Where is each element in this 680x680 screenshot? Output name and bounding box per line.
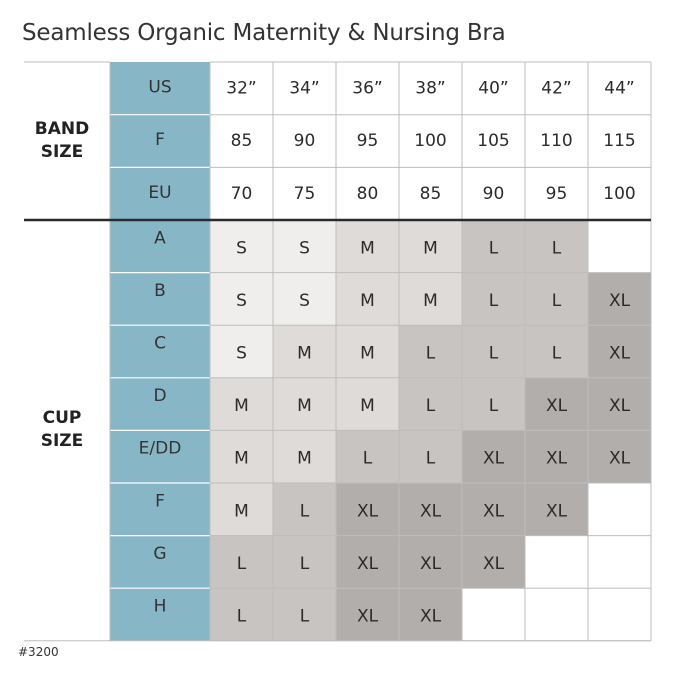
cup-cell-value: S bbox=[236, 290, 247, 311]
cup-cell-value: XL bbox=[482, 448, 505, 469]
cup-cell-value: XL bbox=[419, 553, 442, 574]
cup-cell-value: L bbox=[425, 396, 436, 417]
cup-cell-value: M bbox=[360, 343, 375, 364]
band-cell-value: 34” bbox=[289, 78, 320, 99]
band-cell-value: 70 bbox=[230, 183, 253, 204]
cup-cell-value: L bbox=[236, 553, 247, 574]
cup-row-label: B bbox=[154, 280, 166, 301]
band-cell-value: 90 bbox=[293, 131, 316, 152]
band-cell-value: 36” bbox=[352, 78, 383, 99]
cup-cell-value: XL bbox=[608, 448, 631, 469]
band-cell-value: 42” bbox=[541, 78, 572, 99]
cup-cell-value: S bbox=[299, 290, 310, 311]
cup-row-label: G bbox=[153, 543, 167, 564]
cup-cell-value: S bbox=[236, 238, 247, 259]
band-cell-value: 105 bbox=[477, 131, 510, 152]
cup-cell-value: XL bbox=[608, 396, 631, 417]
cup-cell bbox=[588, 536, 651, 589]
cup-cell-value: M bbox=[360, 396, 375, 417]
band-cell-value: 95 bbox=[356, 131, 379, 152]
band-cell-value: 80 bbox=[356, 183, 379, 204]
band-cell-value: 100 bbox=[603, 183, 636, 204]
cup-cell bbox=[588, 220, 651, 273]
cup-size-label-line1: CUP bbox=[42, 408, 82, 428]
cup-cell-value: M bbox=[360, 238, 375, 259]
cup-cell-value: XL bbox=[608, 343, 631, 364]
band-cell-value: 115 bbox=[603, 131, 636, 152]
cup-cell-value: S bbox=[299, 238, 310, 259]
cup-cell-value: XL bbox=[356, 553, 379, 574]
cup-cell-value: L bbox=[299, 606, 310, 627]
band-cell-value: 110 bbox=[540, 131, 573, 152]
cup-cell-value: XL bbox=[419, 501, 442, 522]
cup-cell-value: M bbox=[234, 396, 249, 417]
band-size-label-line1: BAND bbox=[34, 119, 90, 139]
band-row-label: EU bbox=[148, 182, 172, 203]
cup-cell-value: L bbox=[488, 343, 499, 364]
cup-cell-value: M bbox=[297, 396, 312, 417]
band-cell-value: 75 bbox=[293, 183, 316, 204]
cup-cell-value: XL bbox=[545, 396, 568, 417]
band-cell-value: 44” bbox=[604, 78, 635, 99]
cup-cell-value: M bbox=[297, 343, 312, 364]
cup-cell-value: M bbox=[297, 448, 312, 469]
cup-cell-value: L bbox=[488, 238, 499, 259]
band-row-label: US bbox=[148, 77, 172, 98]
cup-cell-value: M bbox=[423, 238, 438, 259]
cup-cell bbox=[588, 588, 651, 641]
cup-cell-value: XL bbox=[545, 448, 568, 469]
cup-cell-value: XL bbox=[482, 553, 505, 574]
cup-cell bbox=[525, 588, 588, 641]
cup-cell-value: L bbox=[488, 290, 499, 311]
product-code: #3200 bbox=[18, 645, 59, 659]
cup-row-label: F bbox=[155, 491, 165, 512]
cup-cell-value: XL bbox=[482, 501, 505, 522]
cup-cell-value: M bbox=[360, 290, 375, 311]
chart-title: Seamless Organic Maternity & Nursing Bra bbox=[22, 20, 506, 46]
cup-row-label: C bbox=[154, 333, 166, 354]
cup-size-label-line2: SIZE bbox=[40, 431, 84, 451]
cup-cell bbox=[462, 588, 525, 641]
cup-row-label: E/DD bbox=[138, 438, 182, 459]
cup-cell-value: L bbox=[551, 238, 562, 259]
band-size-label-line2: SIZE bbox=[40, 142, 84, 162]
cup-row-label: A bbox=[154, 228, 166, 249]
band-cell-value: 85 bbox=[419, 183, 442, 204]
cup-cell-value: L bbox=[236, 606, 247, 627]
cup-cell-value: L bbox=[551, 290, 562, 311]
band-cell-value: 85 bbox=[230, 131, 253, 152]
band-cell-value: 90 bbox=[482, 183, 505, 204]
cup-cell-value: XL bbox=[356, 501, 379, 522]
cup-cell-value: M bbox=[234, 501, 249, 522]
cup-row-label: H bbox=[153, 596, 167, 617]
band-cell-value: 100 bbox=[414, 131, 447, 152]
band-row-label: F bbox=[155, 130, 165, 151]
cup-cell-value: XL bbox=[608, 290, 631, 311]
cup-cell-value: L bbox=[362, 448, 373, 469]
band-cell-value: 40” bbox=[478, 78, 509, 99]
band-cell-value: 32” bbox=[226, 78, 257, 99]
band-cell-value: 95 bbox=[545, 183, 568, 204]
cup-cell-value: L bbox=[551, 343, 562, 364]
cup-cell-value: XL bbox=[419, 606, 442, 627]
cup-cell bbox=[525, 536, 588, 589]
cup-cell-value: XL bbox=[356, 606, 379, 627]
cup-cell-value: S bbox=[236, 343, 247, 364]
cup-cell-value: L bbox=[425, 448, 436, 469]
cup-cell bbox=[588, 483, 651, 536]
cup-cell-value: M bbox=[423, 290, 438, 311]
cup-cell-value: M bbox=[234, 448, 249, 469]
cup-cell-value: L bbox=[299, 553, 310, 574]
band-cell-value: 38” bbox=[415, 78, 446, 99]
cup-cell-value: L bbox=[425, 343, 436, 364]
cup-row-label: D bbox=[153, 386, 167, 407]
cup-cell-value: L bbox=[299, 501, 310, 522]
cup-cell-value: L bbox=[488, 396, 499, 417]
cup-cell-value: XL bbox=[545, 501, 568, 522]
